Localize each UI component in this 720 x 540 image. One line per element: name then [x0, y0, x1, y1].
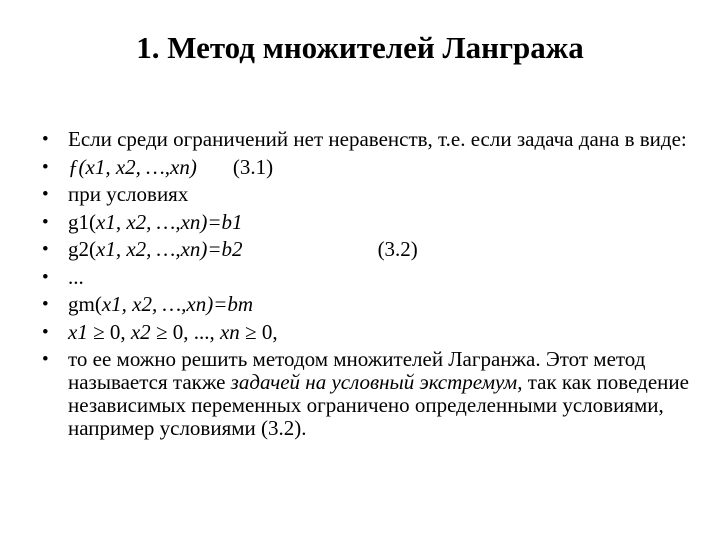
nonneg-1: ≥ 0,: [87, 319, 131, 344]
bullet-icon: •: [42, 184, 49, 205]
list-item-1: [40, 128, 690, 151]
list-item-8: [40, 321, 690, 344]
item-text: Если среди ограничений нет неравенств, т.е. если задача дана в виде:: [68, 127, 687, 151]
bullet-icon: •: [42, 266, 49, 288]
equation-number: (3.2): [377, 237, 418, 261]
nonneg-2: ≥ 0, ...,: [150, 319, 220, 344]
variable-x2: x2: [130, 319, 151, 344]
item-text-b: так как поведение независимых переменных ограничено определенными условиями, например условиями (3.2).: [68, 370, 689, 440]
item-text-a: то ее можно решить методом множителей Лагранжа. Этот метод называется также: [68, 347, 646, 394]
bullet-list: [40, 128, 690, 445]
list-item-2: [40, 156, 690, 179]
list-item-5: [40, 238, 690, 261]
bullet-icon: •: [42, 239, 49, 260]
bullet-icon: •: [42, 129, 49, 150]
variable-xn: xn: [219, 319, 240, 344]
constraint-prefix: g2(: [68, 237, 96, 261]
equation-number: (3.1): [232, 154, 274, 179]
constraint-body: x1, x2, …,xn)=b1: [96, 209, 243, 234]
bullet-icon: •: [42, 211, 49, 233]
slide-title: 1. Метод множителей Лангража: [136, 30, 584, 65]
constraint-body: x1, x2, …,xn)=b2: [96, 237, 243, 261]
constraint-body: x1, x2, …,xn)=bm: [101, 292, 254, 316]
list-item-9: [40, 348, 690, 440]
bullet-icon: •: [42, 321, 49, 343]
bullet-icon: •: [42, 294, 49, 315]
bullet-icon: •: [42, 156, 49, 178]
list-item-4: [40, 211, 690, 234]
bullet-icon: •: [42, 349, 49, 370]
list-item-3: [40, 183, 690, 206]
nonneg-3: ≥ 0,: [239, 319, 278, 344]
item-text: при условиях: [68, 182, 189, 206]
variable-x1: x1: [68, 319, 88, 344]
ellipsis-text: ...: [68, 264, 84, 289]
list-item-7: [40, 293, 690, 316]
item-text-italic: задачей на условный экстремум,: [230, 370, 523, 394]
constraint-prefix: g1(: [68, 209, 96, 234]
list-item-6: [40, 266, 690, 289]
function-expression: ƒ(x1, x2, …,xn): [68, 154, 197, 179]
constraint-prefix: gm(: [68, 292, 102, 316]
